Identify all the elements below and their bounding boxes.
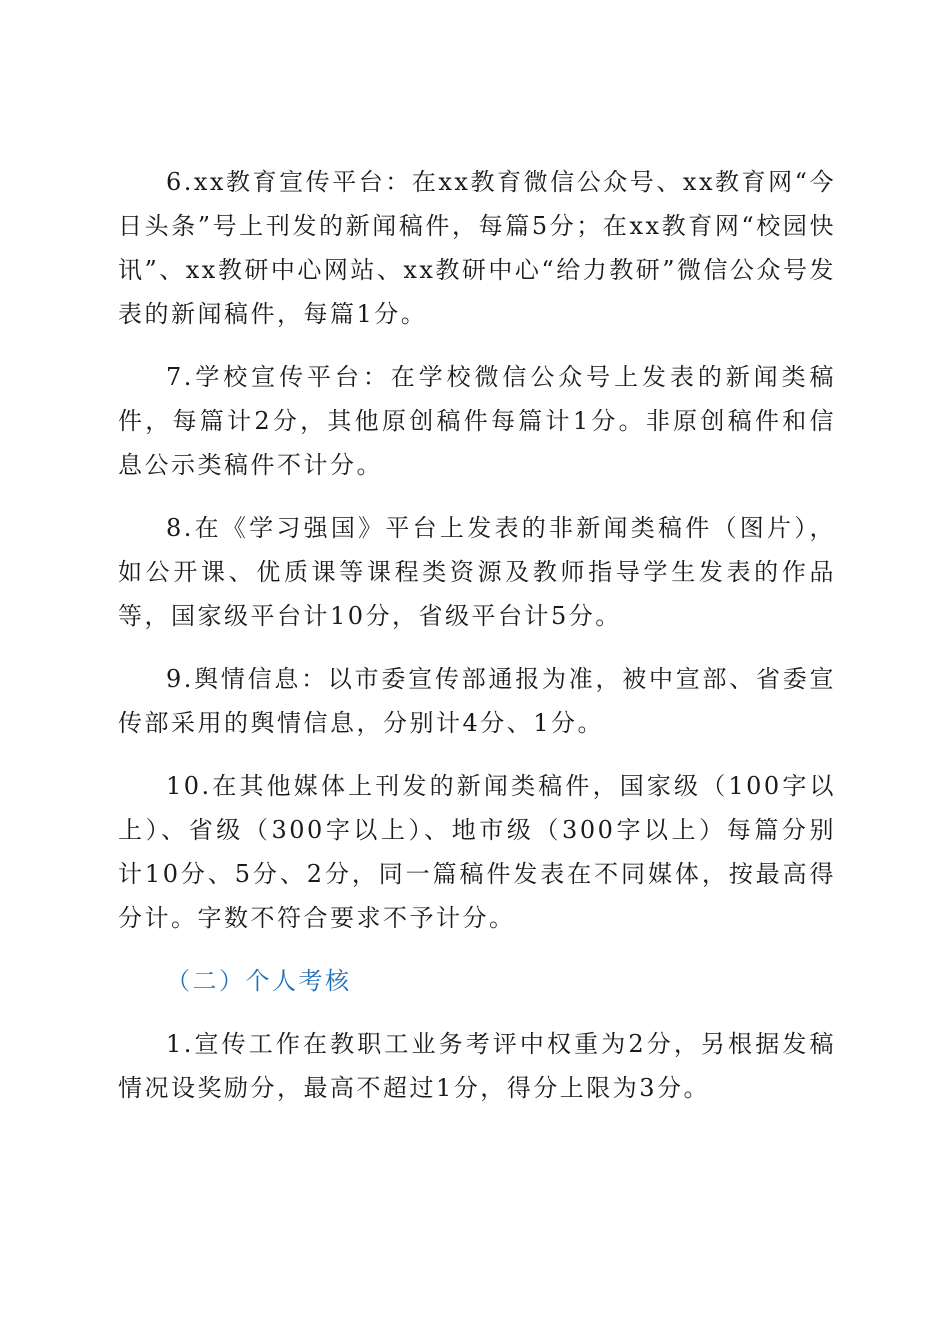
personal-assessment-item-1: 1.宣传工作在教职工业务考评中权重为2分，另根据发稿情况设奖励分，最高不超过1分，得分上限为3分。 bbox=[118, 1030, 836, 1102]
document-body bbox=[118, 160, 836, 1129]
paragraph-item-9: 9.舆情信息：以市委宣传部通报为准，被中宣部、省委宣传部采用的舆情信息，分别计4分、1分。 bbox=[118, 665, 836, 737]
paragraph-item-8: 8.在《学习强国》平台上发表的非新闻类稿件（图片），如公开课、优质课等课程类资源及教师指导学生发表的作品等，国家级平台计10分，省级平台计5分。 bbox=[118, 514, 836, 630]
paragraph-item-6: 6.xx教育宣传平台：在xx教育微信公众号、xx教育网“今日头条”号上刊发的新闻稿件，每篇5分；在xx教育网“校园快讯”、xx教研中心网站、xx教研中心“给力教研”微信公众号发表的新闻稿件，每篇1分。 bbox=[118, 168, 836, 328]
section-heading: （二）个人考核 bbox=[166, 967, 352, 995]
paragraph-item-10: 10.在其他媒体上刊发的新闻类稿件，国家级（100字以上）、省级（300字以上）、地市级（300字以上）每篇分别计10分、5分、2分，同一篇稿件发表在不同媒体，按最高得分计。字数不符合要求不予计分。 bbox=[118, 772, 836, 932]
paragraph-item-7: 7.学校宣传平台：在学校微信公众号上发表的新闻类稿件，每篇计2分，其他原创稿件每篇计1分。非原创稿件和信息公示类稿件不计分。 bbox=[118, 363, 836, 479]
